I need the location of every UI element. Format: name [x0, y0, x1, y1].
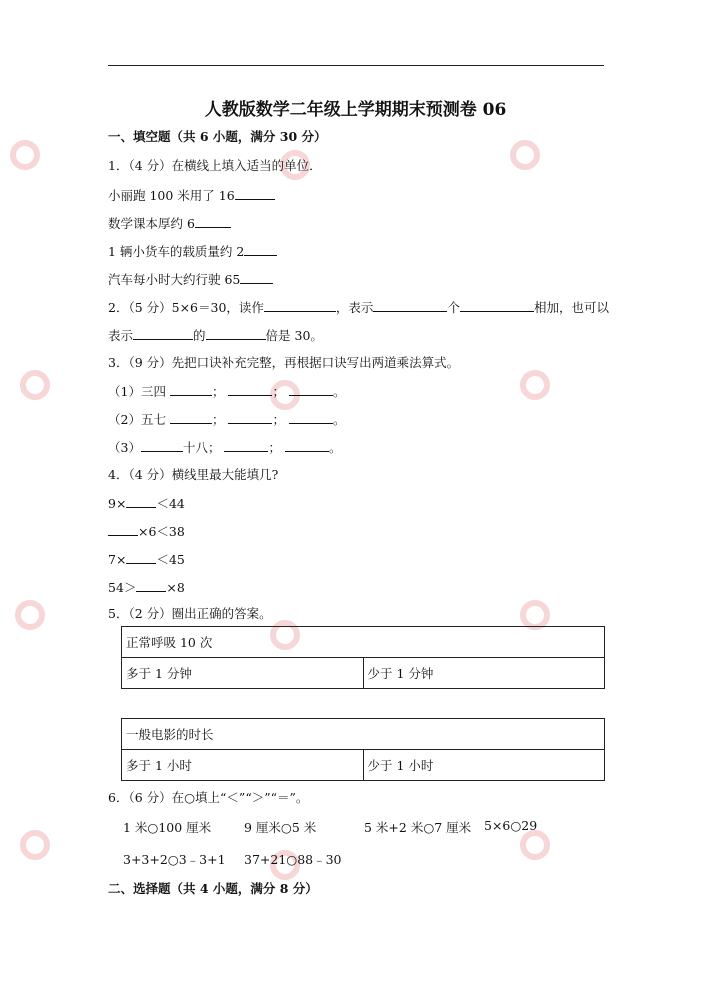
section-1-heading: 一、填空题（共 6 小题，满分 30 分） [108, 129, 327, 144]
q1-line-3 [108, 242, 277, 261]
q4-line-1 [108, 494, 185, 513]
q4-stem: 4．（4 分）横线里最大能填几? [108, 467, 279, 482]
answer-blank[interactable] [373, 298, 447, 312]
q4-text: ×6＜38 [138, 524, 185, 539]
q4-text: 9× [108, 496, 127, 511]
answer-blank[interactable] [460, 298, 534, 312]
q2-text-7: 倍是 30。 [265, 328, 323, 343]
answer-blank[interactable] [264, 298, 336, 312]
separator: ； [211, 412, 225, 427]
compare-item[interactable]: 5 米+2 米○7 厘米 [364, 820, 472, 835]
table-head: 正常呼吸 10 次 [122, 627, 605, 658]
compare-item[interactable]: 5×6○29 [484, 818, 538, 833]
watermark-icon [20, 830, 50, 860]
separator: ； [272, 384, 285, 399]
answer-blank[interactable] [289, 382, 333, 396]
watermark-icon [510, 140, 540, 170]
answer-blank[interactable] [228, 410, 272, 424]
q1-line-3-text: 1 辆小货车的载质量约 2 [108, 244, 245, 259]
q4-line-4 [108, 578, 185, 597]
watermark-icon [15, 600, 45, 630]
watermark-icon [10, 140, 40, 170]
q3-row-3-label: （3） [108, 440, 141, 455]
answer-blank[interactable] [240, 270, 273, 284]
q1-line-1 [108, 186, 275, 205]
option-right[interactable]: 少于 1 分钟 [363, 658, 605, 689]
q1-line-2 [108, 214, 231, 233]
q4-line-3 [108, 550, 185, 569]
q4-text: ＜44 [156, 496, 185, 511]
compare-item[interactable]: 3+3+2○3﹣3+1 [123, 852, 226, 867]
answer-blank[interactable] [108, 522, 138, 536]
period: 。 [332, 384, 346, 399]
answer-blank[interactable] [235, 186, 275, 200]
section-2-heading: 二、选择题（共 4 小题，满分 8 分） [108, 881, 318, 896]
header-rule [108, 65, 604, 66]
compare-item[interactable]: 37+21○88﹣30 [244, 852, 342, 867]
q4-text: 7× [108, 552, 127, 567]
q2-line-1 [108, 298, 609, 317]
q3-row-3 [108, 438, 341, 457]
answer-blank[interactable] [170, 410, 212, 424]
q1-line-2-text: 数学课本厚约 6 [108, 216, 195, 231]
q2-text-5: 表示 [108, 328, 134, 343]
q3-row-1-label: （1）三四 [108, 384, 166, 399]
period: 。 [332, 412, 346, 427]
q3-row-1 [108, 382, 345, 401]
answer-blank[interactable] [285, 438, 329, 452]
q3-row-3-text: 十八； [182, 440, 221, 455]
q2-text-2: ，表示 [335, 300, 374, 315]
separator: ； [268, 440, 281, 455]
compare-item[interactable]: 9 厘米○5 米 [244, 820, 317, 835]
answer-blank[interactable] [170, 382, 212, 396]
option-right[interactable]: 少于 1 小时 [363, 750, 605, 781]
q2-text-4: 相加，也可以 [533, 300, 609, 315]
period: 。 [328, 440, 342, 455]
q1-line-4-text: 汽车每小时大约行驶 65 [108, 272, 241, 287]
table-head: 一般电影的时长 [122, 719, 605, 750]
q1-stem: 1．（4 分）在横线上填入适当的单位． [108, 158, 322, 173]
answer-blank[interactable] [126, 550, 156, 564]
q4-text: 54＞ [108, 580, 137, 595]
q5-stem: 5．（2 分）圈出正确的答案。 [108, 606, 272, 621]
answer-blank[interactable] [141, 438, 183, 452]
answer-blank[interactable] [136, 578, 166, 592]
q6-stem: 6．（6 分）在○填上“＜”“＞”“＝”。 [108, 790, 309, 805]
q2-line-2 [108, 326, 323, 345]
q5-table-2 [121, 718, 605, 781]
separator: ； [272, 412, 285, 427]
q4-text: ＜45 [156, 552, 185, 567]
answer-blank[interactable] [224, 438, 268, 452]
answer-blank[interactable] [126, 494, 156, 508]
watermark-icon [520, 370, 550, 400]
q4-text: ×8 [166, 580, 185, 595]
q1-line-4 [108, 270, 273, 289]
answer-blank[interactable] [133, 326, 193, 340]
answer-blank[interactable] [195, 214, 231, 228]
page-title: 人教版数学二年级上学期期末预测卷 06 [204, 100, 507, 120]
q3-row-2-label: （2）五七 [108, 412, 166, 427]
answer-blank[interactable] [228, 382, 272, 396]
option-left[interactable]: 多于 1 分钟 [122, 658, 364, 689]
answer-blank[interactable] [244, 242, 277, 256]
option-left[interactable]: 多于 1 小时 [122, 750, 364, 781]
answer-blank[interactable] [206, 326, 266, 340]
q5-table-1 [121, 626, 605, 689]
watermark-icon [520, 830, 550, 860]
answer-blank[interactable] [289, 410, 333, 424]
watermark-icon [20, 370, 50, 400]
q1-line-1-text: 小丽跑 100 米用了 16 [108, 188, 235, 203]
compare-item[interactable]: 1 米○100 厘米 [123, 820, 212, 835]
q2-text-6: 的 [193, 328, 206, 343]
q2-text-1: 2．（5 分）5×6＝30，读作 [108, 300, 264, 315]
q4-line-2 [108, 522, 185, 541]
q3-row-2 [108, 410, 345, 429]
separator: ； [211, 384, 225, 399]
q3-stem: 3．（9 分）先把口诀补充完整，再根据口诀写出两道乘法算式。 [108, 355, 460, 370]
q2-text-3: 个 [447, 300, 460, 315]
